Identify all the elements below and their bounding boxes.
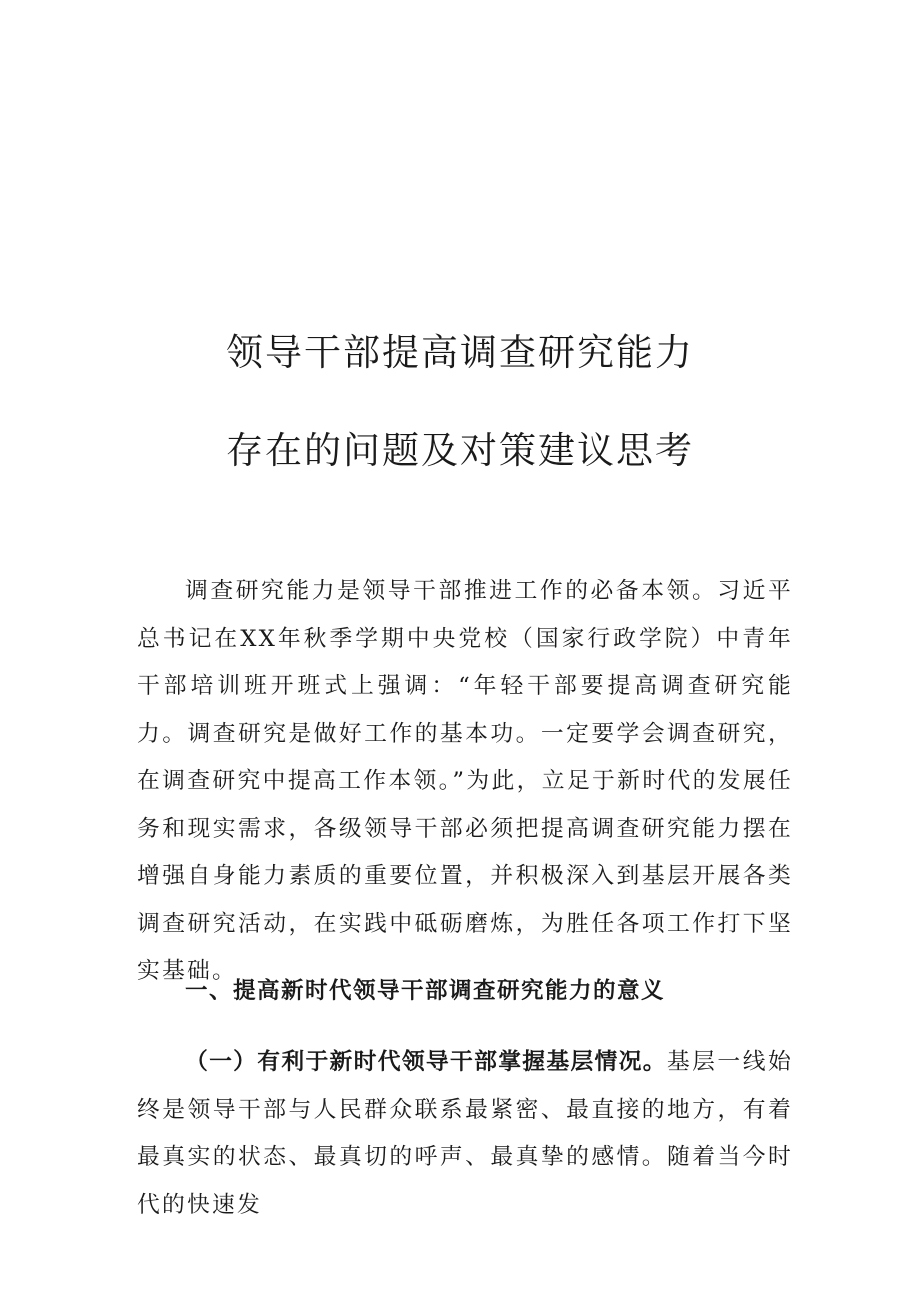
- section-heading: 一、提高新时代领导干部调查研究能力的意义: [185, 978, 666, 1004]
- subsection-text: 基层一线始终是领导干部与人民群众联系最紧密、最直接的地方，有着最真实的状态、最真切的呼声、最真挚的感情。随着当今时代的快速发: [137, 1049, 794, 1218]
- document-title-line1: 领导干部提高调查研究能力: [226, 331, 694, 374]
- intro-paragraph: 调查研究能力是领导干部推进工作的必备本领。习近平总书记在XX年秋季学期中央党校（国家行政学院）中青年干部培训班开班式上强调：“年轻干部要提高调查研究能力。调查研究是做好工作的基本功。一定要学会调查研究，在调查研究中提高工作本领。”为此，立足于新时代的发展任务和现实需求，各级领导干部必须把提高调查研究能力摆在增强自身能力素质的重要位置，并积极深入到基层开展各类调查研究活动，在实践中砥砺磨炼，为胜任各项工作打下坚实基础。: [137, 578, 793, 984]
- subsection-lead: （一）有利于新时代领导干部掌握基层情况。: [185, 1049, 667, 1075]
- document-title-line2: 存在的问题及对策建议思考: [226, 429, 694, 472]
- subsection-paragraph: [137, 1039, 793, 1229]
